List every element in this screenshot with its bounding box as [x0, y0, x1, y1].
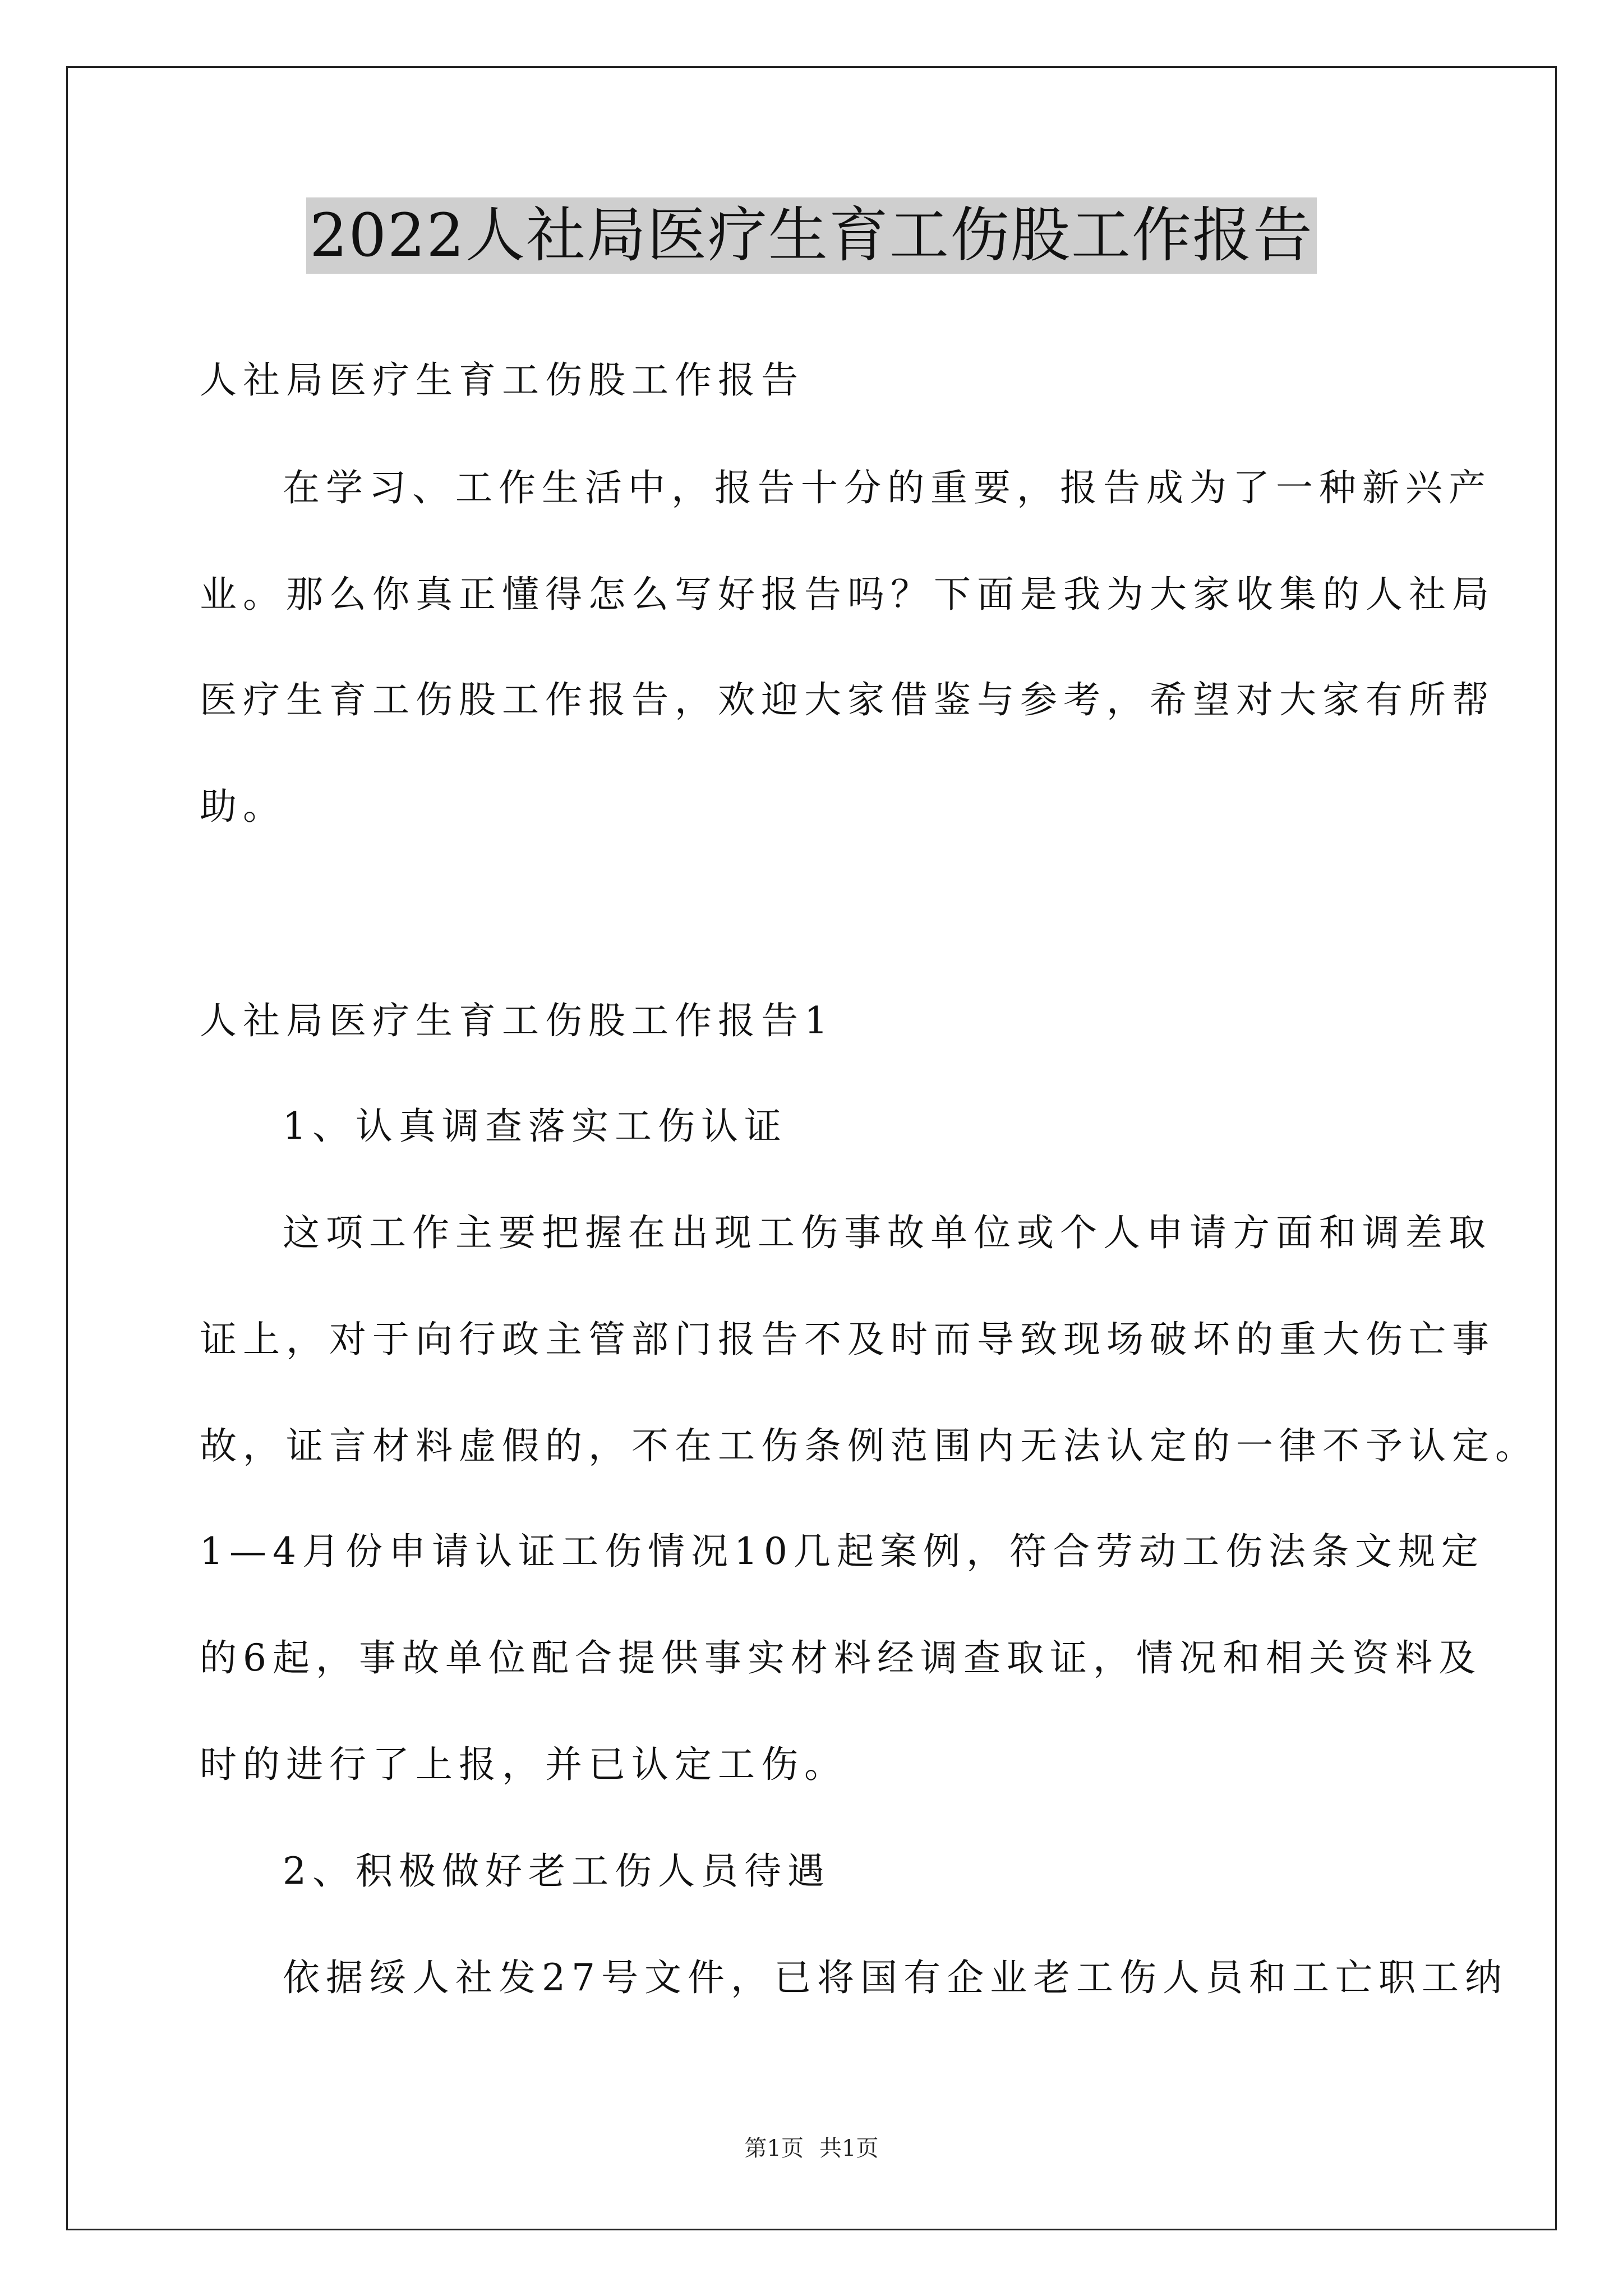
paragraph-line: 依据绥人社发27号文件，已将国有企业老工伤人员和工亡职工纳	[283, 1956, 1508, 1999]
paragraph-line: 医疗生育工伤股工作报告，欢迎大家借鉴与参考，希望对大家有所帮	[200, 678, 1495, 721]
paragraph-line: 在学习、工作生活中，报告十分的重要，报告成为了一种新兴产	[283, 466, 1492, 509]
paragraph-line: 的6起，事故单位配合提供事实材料经调查取证，情况和相关资料及	[200, 1636, 1482, 1680]
paragraph-line: 助。	[200, 785, 286, 828]
item-heading: 1、认真调查落实工伤认证	[283, 1105, 787, 1148]
paragraph-line: 这项工作主要把握在出现工伤事故单位或个人申请方面和调差取	[283, 1211, 1492, 1254]
subtitle-line: 人社局医疗生育工伤股工作报告	[200, 358, 804, 402]
item-heading: 2、积极做好老工伤人员待遇	[283, 1849, 831, 1893]
document-title: 2022人社局医疗生育工伤股工作报告	[306, 197, 1317, 274]
page-total: 共1页	[819, 2136, 879, 2161]
section-heading: 人社局医疗生育工伤股工作报告1	[200, 999, 834, 1042]
paragraph-line: 业。那么你真正懂得怎么写好报告吗？下面是我为大家收集的人社局	[200, 573, 1495, 616]
paragraph-line: 故，证言材料虚假的，不在工伤条例范围内无法认定的一律不予认定。	[200, 1424, 1538, 1467]
paragraph-line: 证上，对于向行政主管部门报告不及时而导致现场破坏的重大伤亡事	[200, 1318, 1495, 1361]
page-number: 第1页	[744, 2136, 804, 2161]
paragraph-line: 时的进行了上报，并已认定工伤。	[200, 1743, 847, 1786]
paragraph-line: 1—4月份申请认证工伤情况10几起案例，符合劳动工伤法条文规定	[200, 1530, 1484, 1573]
title-container	[0, 197, 1623, 274]
page-footer	[0, 2134, 1623, 2162]
